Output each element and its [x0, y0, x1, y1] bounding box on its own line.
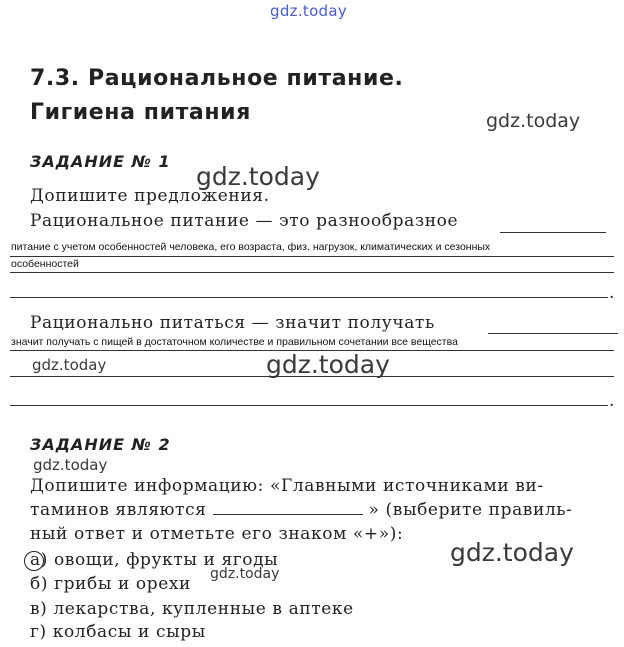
watermark: gdz.today: [210, 566, 280, 582]
watermark: gdz.today: [450, 538, 574, 567]
answer-line: [10, 297, 608, 298]
task1-period2: .: [609, 391, 616, 411]
answer-line: [10, 376, 614, 377]
watermark: gdz.today: [32, 356, 107, 374]
option-a: а) овощи, фрукты и ягоды: [30, 550, 279, 570]
task2-line2: [30, 500, 573, 520]
task1-sentence2: Рационально питаться — значит получать: [30, 313, 435, 333]
option-c: в) лекарства, купленные в аптеке: [30, 599, 354, 619]
watermark: gdz.today: [266, 350, 390, 379]
option-d: г) колбасы и сыры: [30, 622, 206, 642]
option-b: б) грибы и орехи: [30, 574, 191, 594]
option-selected-mark: [24, 551, 44, 571]
section-title-line1: 7.3. Рациональное питание.: [30, 66, 404, 91]
watermark: gdz.today: [196, 162, 320, 191]
answer-line: [10, 272, 614, 273]
watermark-top: gdz.today: [270, 2, 348, 20]
watermark: gdz.today: [486, 110, 581, 132]
answer-line: [10, 405, 608, 406]
watermark: gdz.today: [33, 456, 108, 474]
task2-line1: Допишите информацию: «Главными источниками ви-: [30, 476, 544, 496]
section-title-line2: Гигиена питания: [30, 100, 251, 125]
answer-blank: [213, 514, 363, 515]
answer-line: [10, 350, 614, 351]
task1-sentence1: Рациональное питание — это разнообразное: [30, 211, 459, 231]
task1-heading: ЗАДАНИЕ № 1: [30, 152, 171, 171]
task2-line2-end: » (выберите правиль-: [368, 500, 573, 520]
answer-line: [10, 256, 614, 257]
task1-answer1-line1: питание с учетом особенностей человека, его возраста, физ. нагрузок, климатических и сезонных: [11, 241, 491, 253]
task1-instruction: Допишите предложения.: [30, 186, 270, 206]
task2-heading: ЗАДАНИЕ № 2: [30, 435, 171, 454]
task2-line3: ный ответ и отметьте его знаком «+»):: [30, 524, 404, 544]
task2-line2-start: таминов являются: [30, 500, 207, 520]
task1-answer2: значит получать с пищей в достаточном количестве и правильном сочетании все вещества: [11, 336, 458, 348]
answer-blank-line: [500, 232, 606, 233]
task1-period1: .: [609, 283, 616, 303]
task1-answer1-line2: особенностей: [11, 258, 79, 270]
answer-blank-line: [488, 333, 618, 334]
